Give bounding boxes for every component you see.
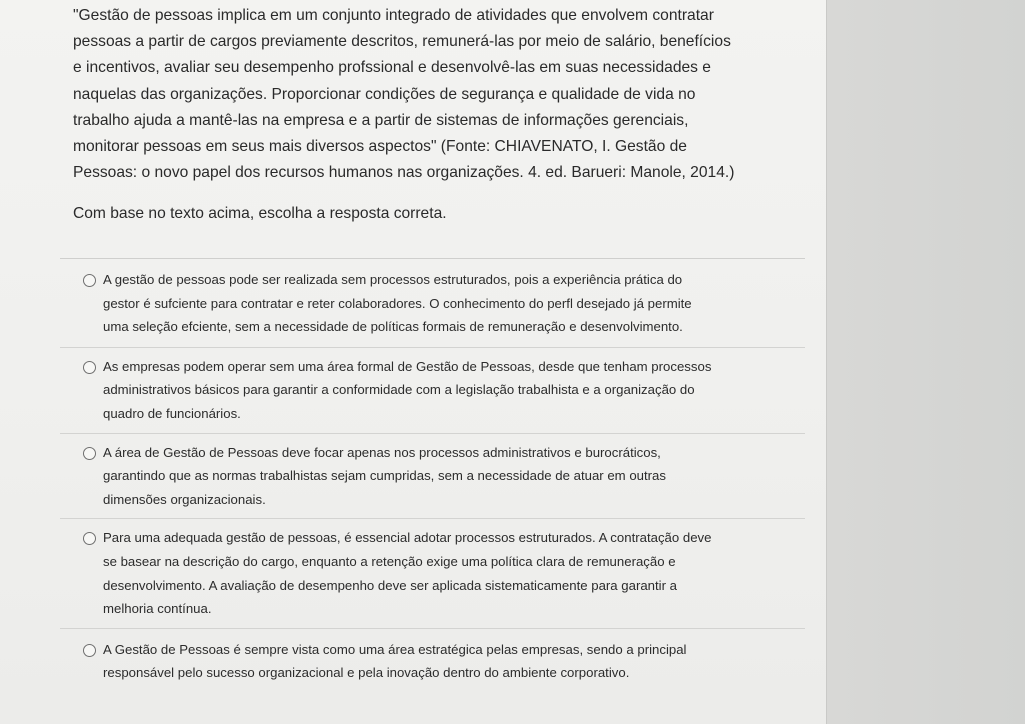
question-line: e incentivos, avaliar seu desempenho profssional e desenvolvê-las em suas necessidades e [73, 59, 711, 77]
option-line: A gestão de pessoas pode ser realizada sem processos estruturados, pois a experiência prática do [103, 272, 683, 287]
option-line: A Gestão de Pessoas é sempre vista como uma área estratégica pelas empresas, sendo a principal [103, 641, 687, 657]
side-background [826, 0, 1025, 724]
question-line: Pessoas: o novo papel dos recursos humanos nas organizações. 4. ed. Barueri: Manole, 2014.) [73, 164, 735, 182]
answer-options [60, 258, 805, 693]
answer-option-5[interactable] [60, 629, 805, 693]
answer-option-1[interactable] [60, 259, 805, 348]
option-line: uma seleção efciente, sem a necessidade de políticas formais de remuneração e desenvolvimento. [103, 319, 683, 335]
question-text [73, 3, 813, 186]
question-prompt: Com base no texto acima, escolha a resposta correta. [73, 205, 447, 222]
option-line: melhoria contínua. [103, 601, 212, 617]
question-line: monitorar pessoas em seus mais diversos aspectos" (Fonte: CHIAVENATO, I. Gestão de [73, 138, 687, 156]
question-line: "Gestão de pessoas implica em um conjunto integrado de atividades que envolvem contratar [73, 7, 714, 24]
radio-button[interactable] [83, 274, 96, 287]
option-line: dimensões organizacionais. [103, 491, 266, 507]
option-line: desenvolvimento. A avaliação de desempenho deve ser aplicada sistematicamente para garantir a [103, 577, 678, 593]
question-line: naquelas das organizações. Proporcionar condições de segurança e qualidade de vida no [73, 85, 696, 103]
option-line: administrativos básicos para garantir a conformidade com a legislação trabalhista e a organização do [103, 382, 695, 398]
option-line: A área de Gestão de Pessoas deve focar apenas nos processos administrativos e burocráticos, [103, 444, 661, 460]
option-line: gestor é sufciente para contratar e reter colaboradores. O conhecimento do perfl desejado já permite [103, 295, 692, 311]
answer-option-3[interactable] [60, 434, 805, 520]
radio-button[interactable] [83, 644, 96, 657]
answer-option-4[interactable] [60, 519, 805, 628]
option-line: quadro de funcionários. [103, 405, 241, 421]
option-line: se basear na descrição do cargo, enquanto a retenção exige uma política clara de remuneração e [103, 553, 676, 569]
question-line: pessoas a partir de cargos previamente descritos, remunerá-las por meio de salário, benefícios [73, 33, 731, 51]
answer-option-2[interactable] [60, 348, 805, 434]
radio-button[interactable] [83, 447, 96, 460]
question-line: trabalho ajuda a mantê-las na empresa e a partir de sistemas de informações gerenciais, [73, 111, 689, 129]
radio-button[interactable] [83, 361, 96, 374]
radio-button[interactable] [83, 532, 96, 545]
option-line: garantindo que as normas trabalhistas sejam cumpridas, sem a necessidade de atuar em outras [103, 468, 666, 484]
option-line: responsável pelo sucesso organizacional e pela inovação dentro do ambiente corporativo. [103, 665, 630, 681]
option-line: As empresas podem operar sem uma área formal de Gestão de Pessoas, desde que tenham processos [103, 358, 712, 374]
option-line: Para uma adequada gestão de pessoas, é essencial adotar processos estruturados. A contratação deve [103, 530, 712, 546]
